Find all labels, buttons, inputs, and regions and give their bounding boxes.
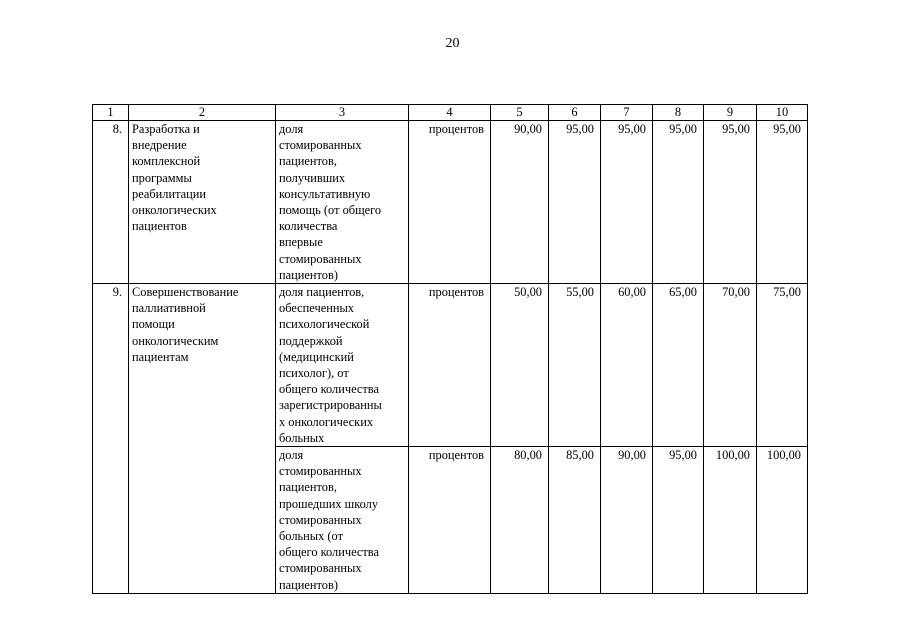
cell-text-line: х онкологических	[279, 414, 374, 429]
unit-cell: процентов	[409, 121, 491, 284]
value-cell: 95,00	[653, 447, 704, 594]
cell-text-line: впервые	[279, 235, 323, 250]
value-cell: 90,00	[601, 447, 653, 594]
cell-text-line: онкологических	[132, 203, 217, 218]
value-cell: 95,00	[601, 121, 653, 284]
cell-text-line: внедрение	[132, 138, 187, 153]
cell-text-line: онкологическим	[132, 333, 219, 348]
value-cell: 95,00	[704, 121, 757, 284]
page-number: 20	[445, 36, 460, 51]
cell-text-line: доля пациентов,	[279, 285, 365, 300]
value-cell: 95,00	[549, 121, 601, 284]
cell-text-line: помощь (от общего	[279, 203, 382, 218]
cell-text-line: общего количества	[279, 382, 379, 397]
cell-text-line: психолог), от	[279, 366, 349, 381]
cell-text-line: больных	[279, 430, 325, 445]
cell-text-line: паллиативной	[132, 301, 206, 316]
cell-text-line: прошедших школу	[279, 496, 379, 511]
value-cell: 50,00	[491, 284, 549, 447]
cell-text-line: стомированных	[279, 561, 362, 576]
cell-text-line: доля	[279, 448, 304, 463]
value-cell: 85,00	[549, 447, 601, 594]
value-cell: 75,00	[757, 284, 808, 447]
indicator-name	[276, 447, 409, 594]
value-cell: 100,00	[704, 447, 757, 594]
table-body	[93, 105, 808, 594]
cell-text-line: поддержкой	[279, 333, 343, 348]
cell-text-line: получивших	[279, 170, 346, 185]
value-cell: 55,00	[549, 284, 601, 447]
cell-text-line: программы	[132, 170, 192, 185]
cell-text-line: реабилитации	[132, 186, 207, 201]
indicators-table	[92, 104, 808, 594]
column-header: 7	[601, 105, 653, 121]
value-cell: 80,00	[491, 447, 549, 594]
cell-text-line: комплексной	[132, 154, 201, 169]
cell-text-line: пациентов	[132, 219, 187, 234]
cell-text-line: больных (от	[279, 529, 343, 544]
cell-text-line: психологической	[279, 317, 370, 332]
measure-name	[129, 284, 276, 594]
cell-text-line: стомированных	[279, 138, 362, 153]
indicator-name	[276, 284, 409, 447]
value-cell: 95,00	[757, 121, 808, 284]
column-header: 2	[129, 105, 276, 121]
column-header: 1	[93, 105, 129, 121]
table-header-row	[93, 105, 808, 121]
column-header: 6	[549, 105, 601, 121]
row-number: 9.	[93, 284, 129, 594]
cell-text-line: общего количества	[279, 545, 379, 560]
measure-name	[129, 121, 276, 284]
cell-text-line: зарегистрированны	[279, 398, 382, 413]
cell-text-line: пациентам	[132, 349, 189, 364]
cell-text-line: стомированных	[279, 512, 362, 527]
cell-text-line: доля	[279, 122, 304, 136]
value-cell: 100,00	[757, 447, 808, 594]
cell-text-line: обеспеченных	[279, 301, 354, 316]
value-cell: 65,00	[653, 284, 704, 447]
unit-cell: процентов	[409, 284, 491, 447]
cell-text-line: Разработка и	[132, 122, 200, 136]
value-cell: 95,00	[653, 121, 704, 284]
cell-text-line: стомированных	[279, 464, 362, 479]
row-number: 8.	[93, 121, 129, 284]
cell-text-line: помощи	[132, 317, 175, 332]
unit-cell: процентов	[409, 447, 491, 594]
cell-text-line: пациентов,	[279, 154, 337, 169]
column-header: 9	[704, 105, 757, 121]
column-header: 4	[409, 105, 491, 121]
indicator-name	[276, 121, 409, 284]
cell-text-line: пациентов)	[279, 577, 338, 592]
value-cell: 70,00	[704, 284, 757, 447]
cell-text-line: стомированных	[279, 251, 362, 266]
cell-text-line: пациентов)	[279, 267, 338, 282]
column-header: 5	[491, 105, 549, 121]
cell-text-line: Совершенствование	[132, 285, 239, 300]
cell-text-line: количества	[279, 219, 338, 234]
value-cell: 90,00	[491, 121, 549, 284]
column-header: 10	[757, 105, 808, 121]
table-row	[93, 284, 808, 447]
column-header: 8	[653, 105, 704, 121]
value-cell: 60,00	[601, 284, 653, 447]
column-header: 3	[276, 105, 409, 121]
cell-text-line: пациентов,	[279, 480, 337, 495]
cell-text-line: консультативную	[279, 186, 371, 201]
cell-text-line: (медицинский	[279, 349, 354, 364]
table-row	[93, 121, 808, 284]
